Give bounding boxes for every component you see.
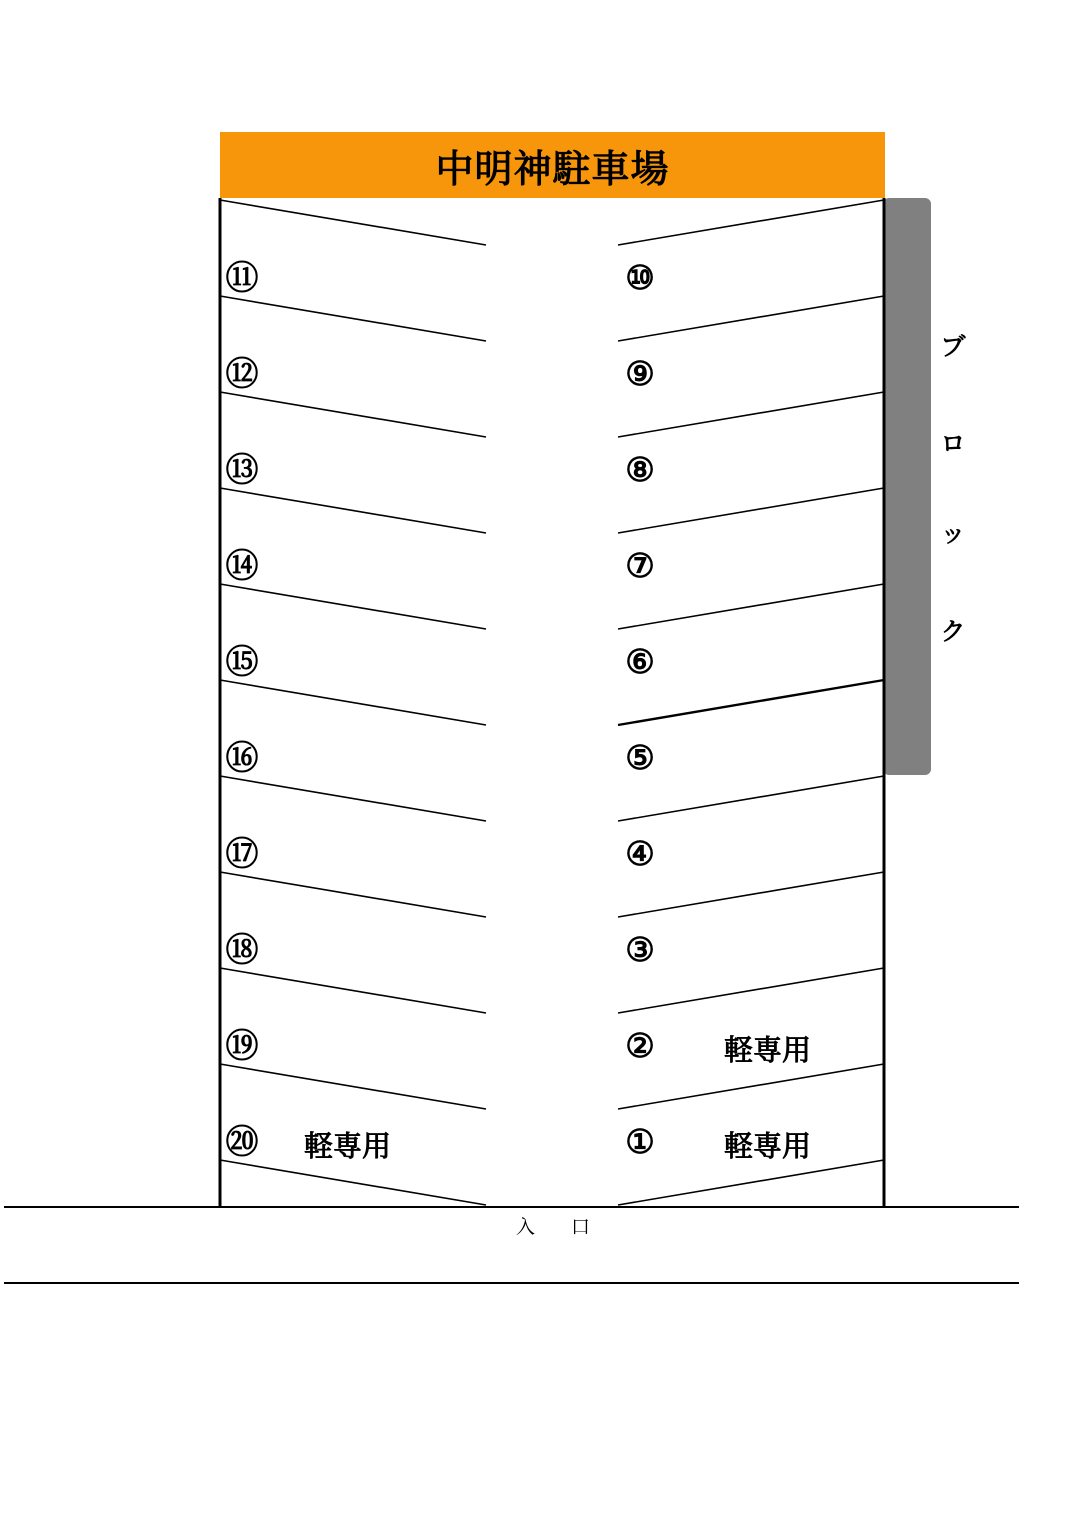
stall-divider-left (220, 776, 486, 821)
kei-car-only-label: 軽専用 (724, 1129, 812, 1163)
stall-divider-right (618, 968, 884, 1013)
block-label-char: ク (940, 617, 966, 646)
stall-number: ③ (625, 930, 655, 969)
entrance-label-char: 入 (516, 1216, 536, 1238)
stall-divider-left (220, 968, 486, 1013)
stall-divider-right (618, 296, 884, 341)
stall-number: ⑨ (625, 354, 655, 393)
stall-divider-left (220, 680, 486, 725)
stall-number: ④ (625, 834, 655, 873)
stall-number: ⑥ (625, 642, 655, 681)
stall-number: ⑯ (225, 738, 259, 777)
block-label-char: ブ (940, 332, 966, 361)
stall-divider-right (618, 392, 884, 437)
block-label-char: ロ (940, 429, 966, 458)
stall-number: ⑮ (225, 642, 259, 681)
stall-number: ⑧ (625, 450, 655, 489)
stall-number: ⑭ (225, 546, 259, 585)
block-wall (883, 198, 931, 775)
kei-car-only-label: 軽専用 (724, 1033, 812, 1067)
stall-divider-left (220, 200, 486, 245)
stall-number: ⑩ (625, 258, 655, 297)
stall-divider-right (618, 1064, 884, 1109)
stall-number: ⑲ (225, 1026, 259, 1065)
kei-car-only-label: 軽専用 (304, 1129, 392, 1163)
stall-divider-left (220, 488, 486, 533)
stall-number: ② (625, 1026, 655, 1065)
stall-divider-left (220, 392, 486, 437)
entrance-label-char: 口 (571, 1216, 591, 1238)
stall-number: ⑦ (625, 546, 655, 585)
stall-number: ⑳ (225, 1122, 259, 1161)
stall-number: ① (625, 1122, 655, 1161)
stall-divider-left (220, 296, 486, 341)
stall-divider-left (220, 1064, 486, 1109)
stall-number: ⑪ (225, 258, 259, 297)
stall-number: ⑬ (225, 450, 259, 489)
stall-divider-right (618, 1160, 884, 1205)
stall-number: ⑫ (225, 354, 259, 393)
stall-divider-right (618, 488, 884, 533)
stall-number: ⑱ (225, 930, 259, 969)
stall-divider-right (618, 200, 884, 245)
block-label-char: ッ (940, 519, 966, 548)
stall-divider-right (618, 776, 884, 821)
stall-divider-right (618, 584, 884, 629)
stall-divider-left (220, 1160, 486, 1205)
stall-divider-right (618, 680, 884, 725)
page-title: 中明神駐車場 (220, 132, 885, 198)
stall-divider-left (220, 584, 486, 629)
stall-divider-right (618, 872, 884, 917)
stall-number: ⑰ (225, 834, 259, 873)
stall-number: ⑤ (625, 738, 655, 777)
stall-divider-left (220, 872, 486, 917)
